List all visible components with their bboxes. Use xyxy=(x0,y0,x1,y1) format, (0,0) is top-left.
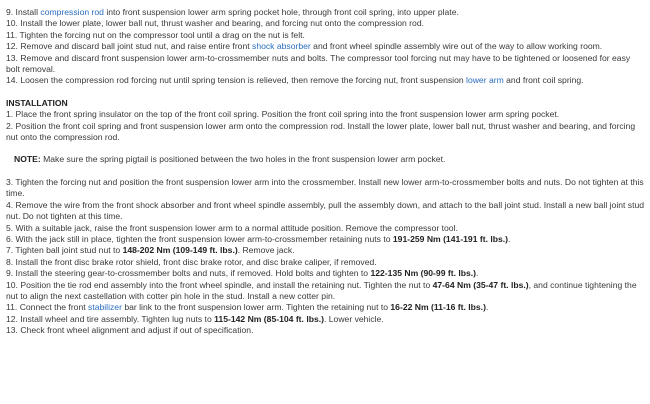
document-body xyxy=(6,7,646,337)
step-text: . xyxy=(485,302,489,313)
step-text: 4. Remove the wire from the front shock absorber and front wheel spindle assembly, pull the assembly down, and attach to the ball joint stud. Install a new ball joint stud nut. Do not tighten at this time. xyxy=(6,199,645,222)
installation-steps-part-1 xyxy=(6,109,646,143)
glossary-link[interactable]: compression rod xyxy=(40,7,104,17)
step-i5 xyxy=(6,223,646,234)
step-text: . xyxy=(476,268,479,279)
torque-spec: 148-202 Nm (109-149 ft. lbs.) xyxy=(122,245,238,256)
step-i12 xyxy=(6,314,646,325)
step-i1 xyxy=(6,109,646,120)
step-text: 3. Tighten the forcing nut and position the front suspension lower arm into the crossmember. Install new lower arm-to-crossmember bolts and nuts. Do not tighten at this time. xyxy=(6,176,644,199)
step-text: 10. Install the lower plate, lower ball nut, thrust washer and bearing, and forcing nut onto the compression rod. xyxy=(6,18,424,29)
step-i11 xyxy=(6,302,646,313)
step-text: 13. Remove and discard front suspension lower arm-to-crossmember nuts and bolts. The compressor tool forcing nut may have to be tightened or loosened for easy bolt removal. xyxy=(6,52,631,75)
step-text: 11. Connect the front xyxy=(6,302,89,313)
installation-heading: INSTALLATION xyxy=(6,97,68,108)
torque-spec: 122-135 Nm (90-99 ft. lbs.) xyxy=(370,268,477,279)
step-text: 11. Tighten the forcing nut on the compressor tool until a drag on the nut is felt. xyxy=(6,29,305,40)
torque-spec: 115-142 Nm (85-104 ft. lbs.) xyxy=(214,313,324,324)
step-text: 12. Remove and discard ball joint stud nut, and raise entire front xyxy=(6,41,253,52)
step-text: 5. With a suitable jack, raise the front suspension lower arm to a normal attitude position. Remove the compressor tool. xyxy=(6,222,458,233)
note-label: NOTE: xyxy=(14,154,41,165)
step-text: 1. Place the front spring insulator on the top of the front coil spring. Position the front coil spring into the front suspension lower arm spring pocket. xyxy=(6,109,560,120)
step-text: 10. Position the tie rod end assembly into the front wheel spindle, and install the retaining nut. Tighten the nut to xyxy=(6,279,433,290)
step-text: 7. Tighten ball joint stud nut to xyxy=(6,245,123,256)
step-s11 xyxy=(6,30,646,41)
step-s13 xyxy=(6,53,646,76)
step-text: 9. Install the steering gear-to-crossmember bolts and nuts, if removed. Hold bolts and tighten to xyxy=(6,268,371,279)
step-text: . Lower vehicle. xyxy=(324,313,384,324)
step-text: 13. Check front wheel alignment and adjust if out of specification. xyxy=(6,325,254,336)
step-text: 2. Position the front coil spring and front suspension lower arm onto the compression rod. Install the lower plate, lower ball nut, thrust washer and bearing, and forcing nut onto the compression rod. xyxy=(6,120,636,143)
note-paragraph xyxy=(14,154,646,165)
step-text: into front suspension lower arm spring pocket hole, through front coil spring, into upper plate. xyxy=(103,7,459,17)
step-s12 xyxy=(6,41,646,52)
step-text: 14. Loosen the compression rod forcing nut until spring tension is relieved, then remove the forcing nut, front suspension xyxy=(6,75,467,86)
torque-spec: 16-22 Nm (11-16 ft. lbs.) xyxy=(390,302,486,313)
step-i9 xyxy=(6,268,646,279)
step-i6 xyxy=(6,234,646,245)
step-text: 12. Install wheel and tire assembly. Tighten lug nuts to xyxy=(6,313,215,324)
step-text: bar link to the front suspension lower arm. Tighten the retaining nut to xyxy=(121,302,391,313)
step-i2 xyxy=(6,121,646,144)
step-text: 6. With the jack still in place, tighten the front suspension lower arm-to-crossmember retaining nuts to xyxy=(6,233,393,244)
installation-steps-part-2 xyxy=(6,177,646,337)
step-i7 xyxy=(6,245,646,256)
glossary-link[interactable]: lower arm xyxy=(466,75,504,86)
step-i8 xyxy=(6,257,646,268)
step-i4 xyxy=(6,200,646,223)
glossary-link[interactable]: stabilizer xyxy=(88,302,122,313)
step-s9 xyxy=(6,7,646,18)
step-text: and front wheel spindle assembly wire out of the way to allow working room. xyxy=(310,41,603,52)
step-text: 8. Install the front disc brake rotor shield, front disc brake rotor, and disc brake caliper, if removed. xyxy=(6,256,377,267)
step-text: , and continue tightening the nut to align the next castellation with cotter pin hole in the stud. Install a new cotter pin. xyxy=(6,279,637,301)
torque-spec: 47-64 Nm (35-47 ft. lbs.) xyxy=(432,279,529,290)
step-i10 xyxy=(6,280,646,303)
step-text: 9. Install xyxy=(6,7,41,17)
step-text: . Remove jack. xyxy=(237,245,295,256)
step-i13 xyxy=(6,325,646,336)
step-s14 xyxy=(6,75,646,86)
step-s10 xyxy=(6,18,646,29)
torque-spec: 191-259 Nm (141-191 ft. lbs.) xyxy=(392,233,509,244)
step-text: and front coil spring. xyxy=(503,75,584,86)
step-text: . xyxy=(508,233,511,244)
removal-steps xyxy=(6,7,646,87)
note-text: Make sure the spring pigtail is positioned between the two holes in the front suspension lower arm pocket. xyxy=(40,154,446,165)
step-i3 xyxy=(6,177,646,200)
glossary-link[interactable]: shock absorber xyxy=(252,41,311,52)
